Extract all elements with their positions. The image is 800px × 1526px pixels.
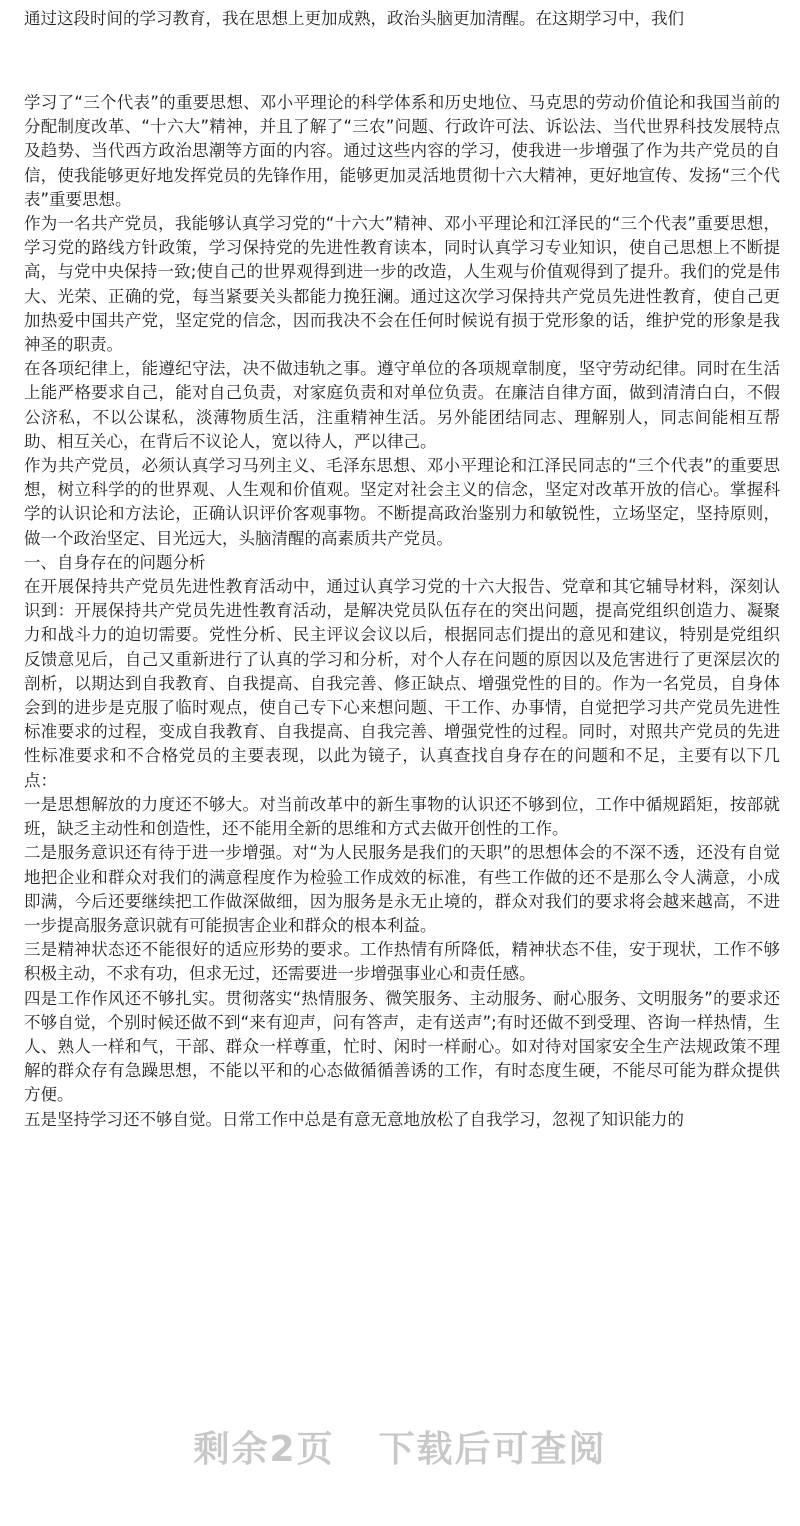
paragraph: 作为一名共产党员，我能够认真学习党的“十六大”精神、邓小平理论和江泽民的“三个代表”重要思想，学习党的路线方针政策，学习保持党的先进性教育读本，同时认真学习专业知识，使自己思想上不断提高，与党中央保持一致;使自己的世界观得到进一步的改造，人生观与价值观得到了提升。我们的党是伟大、光荣、正确的党，每当紧要关头都能力挽狂澜。通过这次学习保持共产党员先进性教育，使自己更加热爱中国共产党，坚定党的信念，因而我决不会在任何时候说有损于党形象的话，维护党的形象是我神圣的职责。 <box>24 214 780 355</box>
section-heading: 一、自身存在的问题分析 <box>24 552 206 572</box>
download-banner[interactable] <box>0 1420 800 1480</box>
document-body <box>24 91 780 1132</box>
paragraph: 在开展保持共产党员先进性教育活动中，通过认真学习党的十六大报告、党章和其它辅导材料，深刻认识到：开展保持共产党员先进性教育活动，是解决党员队伍存在的突出问题，提高党组织创造力、凝聚力和战斗力的迫切需要。党性分析、民主评议会议以后，根据同志们提出的意见和建议，特别是党组织反馈意见后，自己又重新进行了认真的学习和分析，对个人存在问题的原因以及危害进行了更深层次的剖析，以期达到自我教育、自我提高、自我完善、修正缺点、增强党性的目的。作为一名党员，自身体会到的进步是克服了临时观点，使自己专下心来想问题、干工作、办事情，自觉把学习共产党员先进性标准要求的过程，变成自我教育、自我提高、自我完善、增强党性的过程。同时，对照共产党员的先进性标准要求和不合格党员的主要表现，以此为镜子，认真查找自身存在的问题和不足，主要有以下几点： <box>24 577 780 790</box>
paragraph: 五是坚持学习还不够自觉。日常工作中总是有意无意地放松了自我学习，忽视了知识能力的 <box>24 1109 684 1129</box>
paragraph: 一是思想解放的力度还不够大。对当前改革中的新生事物的认识还不够到位，工作中循规蹈矩，按部就班，缺乏主动性和创造性，还不能用全新的思维和方式去做开创性的工作。 <box>24 794 780 839</box>
download-prompt-label: 下载后可查阅 <box>378 1429 607 1470</box>
paragraph: 四是工作作风还不够扎实。贯彻落实“热情服务、微笑服务、主动服务、耐心服务、文明服务”的要求还不够自觉，个别时候还做不到“来有迎声，问有答声，走有送声”;有时还做不到受理、咨询一样热情，生人、熟人一样和气，干部、群众一样尊重，忙时、闲时一样耐心。如对待对国家安全生产法规政策不理解的群众存有急躁思想，不能以平和的心态做循循善诱的工作，有时态度生硬，不能尽可能为群众提供方便。 <box>24 988 780 1105</box>
paragraph: 作为共产党员，必须认真学习马列主义、毛泽东思想、邓小平理论和江泽民同志的“三个代表”的重要思想，树立科学的的世界观、人生观和价值观。坚定对社会主义的信念，坚定对改革开放的信心。掌握科学的认识论和方法论，正确认识评价客观事物。不断提高政治鉴别力和敏锐性，立场坚定，坚持原则，做一个政治坚定、目光远大，头脑清醒的高素质共产党员。 <box>24 456 780 548</box>
paragraph: 三是精神状态还不能很好的适应形势的要求。工作热情有所降低，精神状态不佳，安于现状，工作不够积极主动，不求有功，但求无过，还需要进一步增强事业心和责任感。 <box>24 940 780 984</box>
remaining-pages-label: 剩余2页 <box>193 1429 335 1470</box>
intro-line: 通过这段时间的学习教育，我在思想上更加成熟，政治头脑更加清醒。在这期学习中，我们 <box>24 9 684 28</box>
paragraph: 在各项纪律上，能遵纪守法，决不做违轨之事。遵守单位的各项规章制度，坚守劳动纪律。同时在生活上能严格要求自己，能对自己负责，对家庭负责和对单位负责。在廉洁自律方面，做到清清白白，不假公济私，不以公谋私，淡薄物质生活，注重精神生活。另外能团结同志、理解别人，同志间能相互帮助、相互关心，在背后不议论人，宽以待人，严以律己。 <box>24 359 780 451</box>
paragraph: 二是服务意识还有待于进一步增强。对“为人民服务是我们的天职”的思想体会的不深不透，还没有自觉地把企业和群众对我们的满意程度作为检验工作成效的标准，有些工作做的还不是那么令人满意，小成即满，今后还要继续把工作做深做细，因为服务是永无止境的，群众对我们的要求将会越来越高，不进一步提高服务意识就有可能损害企业和群众的根本利益。 <box>24 843 780 935</box>
paragraph: 学习了“三个代表”的重要思想、邓小平理论的科学体系和历史地位、马克思的劳动价值论和我国当前的分配制度改革、“十六大”精神，并且了解了“三农”问题、行政许可法、诉讼法、当代世界科技发展特点及趋势、当代西方政治思潮等方面的内容。通过这些内容的学习，使我进一步增强了作为共产党员的自信，使我能够更好地发挥党员的先锋作用，能够更加灵活地贯彻十六大精神，更好地宣传、发扬“三个代表”重要思想。 <box>24 93 780 209</box>
